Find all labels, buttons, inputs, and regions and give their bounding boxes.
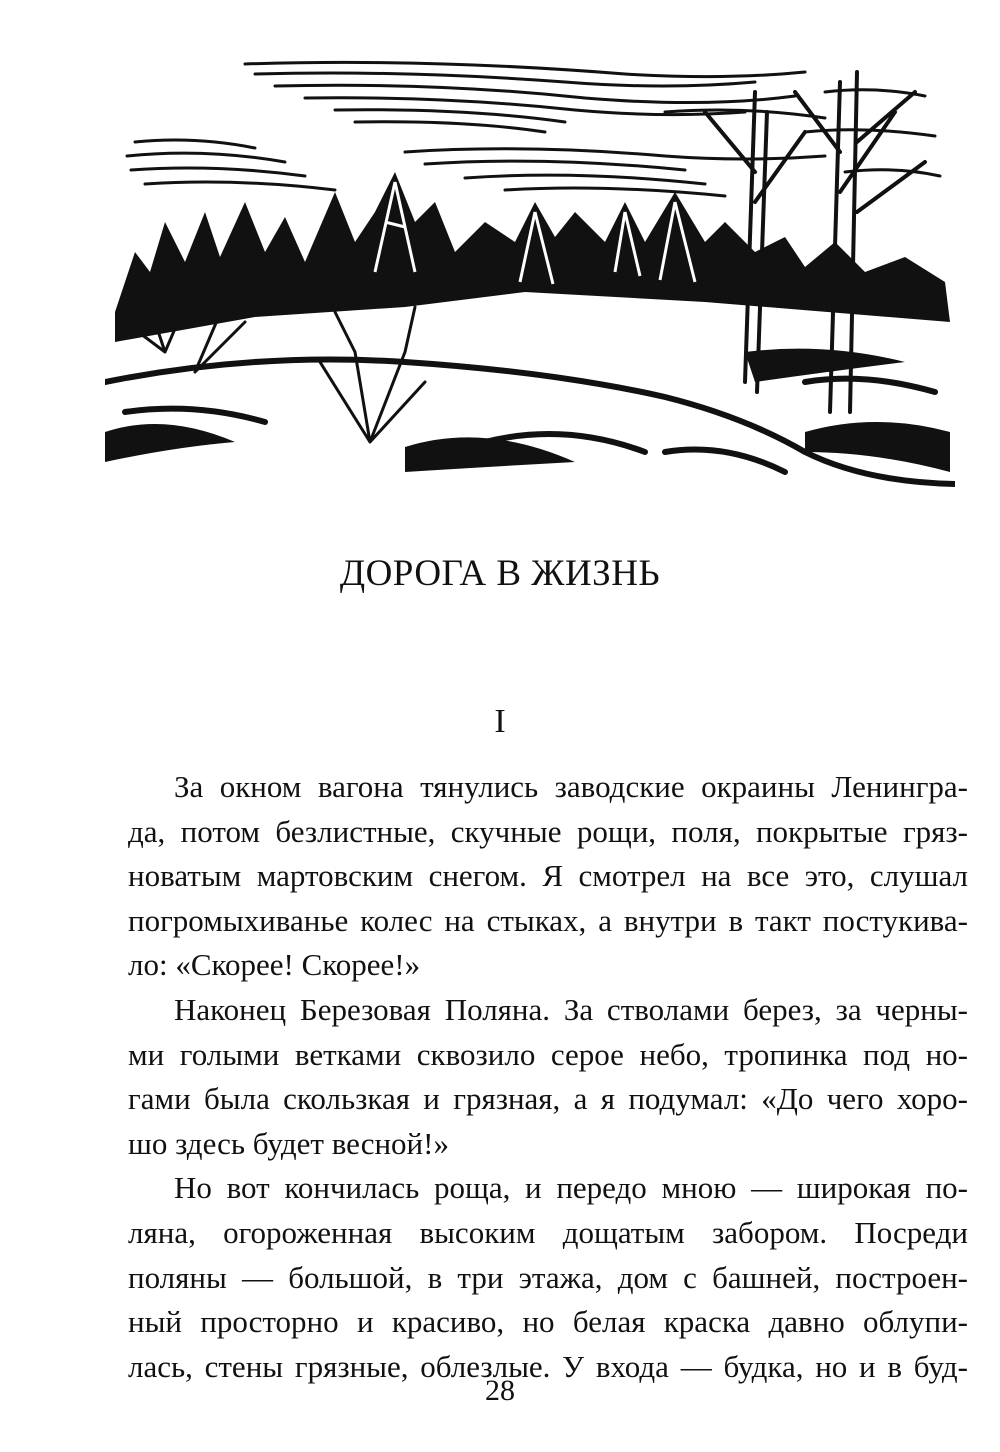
page-title: ДОРОГА В ЖИЗНЬ — [339, 553, 661, 594]
text-line: погромыхиванье колес на стыках, а внутри в такт постукива- — [128, 902, 968, 938]
text-line: За окном вагона тянулись заводские окраины Ленингра- — [174, 769, 968, 804]
text-line: да, потом безлистные, скучные рощи, поля, покрытые гряз- — [128, 813, 968, 849]
text-line: ный просторно и красиво, но белая краска давно облупи- — [128, 1304, 968, 1340]
text-line: ми голыми ветками сквозило серое небо, тропинка под но- — [128, 1036, 968, 1072]
text-line: лась, стены грязные, облезлые. У входа — будка, но и в буд- — [128, 1348, 968, 1384]
page-number: 28 — [485, 1374, 515, 1407]
text-line: новатым мартовским снегом. Я смотрел на все это, слушал — [128, 858, 968, 894]
text-line: гами была скользкая и грязная, а я подумал: «До чего хоро- — [128, 1081, 968, 1117]
winter-landscape-illustration — [105, 52, 955, 492]
paragraph-1 — [128, 765, 968, 988]
chapter-number: I — [494, 703, 506, 740]
body-text — [128, 765, 968, 1389]
text-line: Но вот кончилась роща, и передо мною — широкая по- — [174, 1170, 968, 1206]
text-line: Наконец Березовая Поляна. За стволами берез, за черны- — [174, 991, 968, 1027]
text-line: поляны — большой, в три этажа, дом с башней, построен- — [128, 1259, 968, 1295]
text-line: ляна, огороженная высоким дощатым забором. Посреди — [128, 1214, 968, 1250]
text-line: шо здесь будет весной!» — [128, 1125, 449, 1161]
text-line: ло: «Скорее! Скорее!» — [128, 947, 421, 983]
paragraph-2 — [128, 988, 968, 1166]
paragraph-3 — [128, 1166, 968, 1389]
